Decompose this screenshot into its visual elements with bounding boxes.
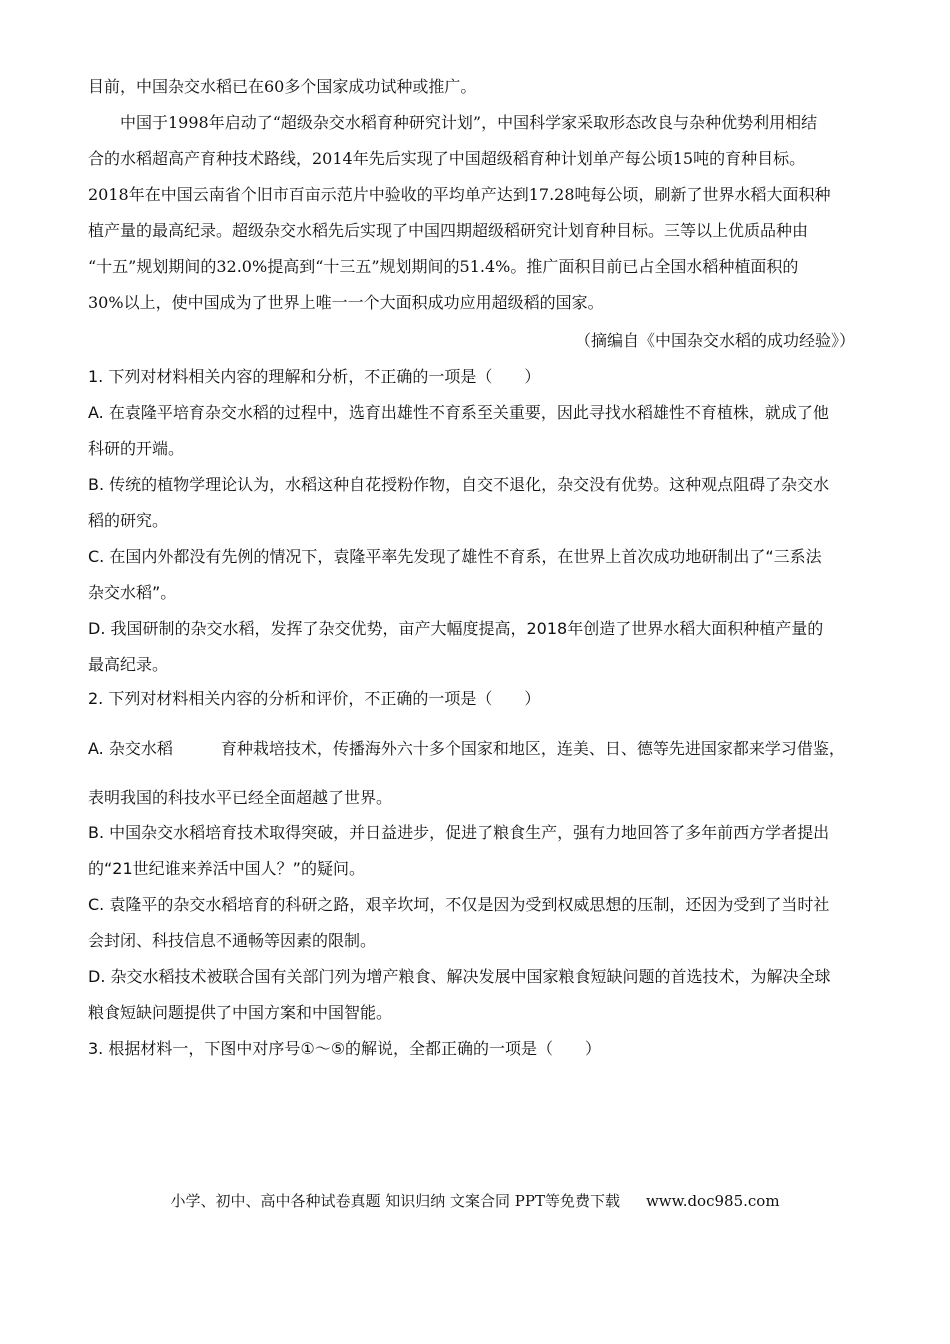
footer-text: 小学、初中、高中各种试卷真题 知识归纳 文案合同 PPT等免费下载 [170, 1192, 620, 1210]
question-2-option-a-part1: A. 杂交水稻 [88, 739, 173, 758]
question-1-option-b: B. 传统的植物学理论认为，水稻这种自花授粉作物，自交不退化，杂交没有优势。这种观点阻碍了杂交水 [88, 475, 830, 494]
passage-line: 2018年在中国云南省个旧市百亩示范片中验收的平均单产达到17.28吨每公顷，刷新了世界水稻大面积种 [88, 185, 831, 204]
question-2-option-c-cont: 会封闭、科技信息不通畅等因素的限制。 [88, 931, 377, 950]
question-2-option-a [88, 739, 868, 759]
footer-site-link[interactable]: www.doc985.com [645, 1192, 780, 1210]
question-2-option-a-cont: 表明我国的科技水平已经全面超越了世界。 [88, 788, 393, 807]
question-1-option-b-cont: 稻的研究。 [88, 511, 169, 530]
question-3-stem: 3. 根据材料一，下图中对序号①～⑤的解说，全都正确的一项是（ ） [88, 1039, 602, 1058]
question-2-option-d-cont: 粮食短缺问题提供了中国方案和中国智能。 [88, 1003, 393, 1022]
passage-line: 目前，中国杂交水稻已在60多个国家成功试种或推广。 [88, 77, 477, 96]
passage-line: 植产量的最高纪录。超级杂交水稻先后实现了中国四期超级稻研究计划育种目标。三等以上优质品种由 [88, 221, 809, 240]
question-1-stem: 1. 下列对材料相关内容的理解和分析，不正确的一项是（ ） [88, 367, 541, 386]
passage-line: 30%以上，使中国成为了世界上唯一一个大面积成功应用超级稻的国家。 [88, 293, 604, 312]
question-2-option-b-cont: 的“21世纪谁来养活中国人？”的疑问。 [88, 859, 365, 878]
question-1-option-a: A. 在袁隆平培育杂交水稻的过程中，选育出雄性不育系至关重要，因此寻找水稻雄性不育植株，就成了他 [88, 403, 829, 422]
question-2-option-d: D. 杂交水稻技术被联合国有关部门列为增产粮食、解决发展中国家粮食短缺问题的首选技术，为解决全球 [88, 967, 831, 986]
question-2-option-a-part2: 育种栽培技术，传播海外六十多个国家和地区，连美、日、德等先进国家都来学习借鉴， [220, 739, 845, 758]
question-1-option-d: D. 我国研制的杂交水稻，发挥了杂交优势，亩产大幅度提高，2018年创造了世界水稻大面积种植产量的 [88, 619, 824, 638]
question-2-option-c: C. 袁隆平的杂交水稻培育的科研之路，艰辛坎坷，不仅是因为受到权威思想的压制，还因为受到了当时社 [88, 895, 830, 914]
question-2-stem: 2. 下列对材料相关内容的分析和评价，不正确的一项是（ ） [88, 689, 541, 708]
passage-line: 合的水稻超高产育种技术路线，2014年先后实现了中国超级稻育种计划单产每公顷15吨的育种目标。 [88, 149, 806, 168]
page-footer [0, 1191, 950, 1211]
passage-line: 中国于1998年启动了“超级杂交水稻育种研究计划”，中国科学家采取形态改良与杂种优势利用相结 [120, 113, 818, 132]
question-1-option-c: C. 在国内外都没有先例的情况下，袁隆平率先发现了雄性不育系，在世界上首次成功地研制出了“三系法 [88, 547, 822, 566]
question-1-option-a-cont: 科研的开端。 [88, 439, 185, 458]
question-1-option-d-cont: 最高纪录。 [88, 655, 169, 674]
passage-line: “十五”规划期间的32.0%提高到“十三五”规划期间的51.4%。推广面积目前已占全国水稻种植面积的 [88, 257, 799, 276]
question-2-option-b: B. 中国杂交水稻培育技术取得突破，并日益进步，促进了粮食生产，强有力地回答了多年前西方学者提出 [88, 823, 830, 842]
passage-source: （摘编自《中国杂交水稻的成功经验》） [574, 331, 855, 350]
question-1-option-c-cont: 杂交水稻”。 [88, 583, 177, 602]
